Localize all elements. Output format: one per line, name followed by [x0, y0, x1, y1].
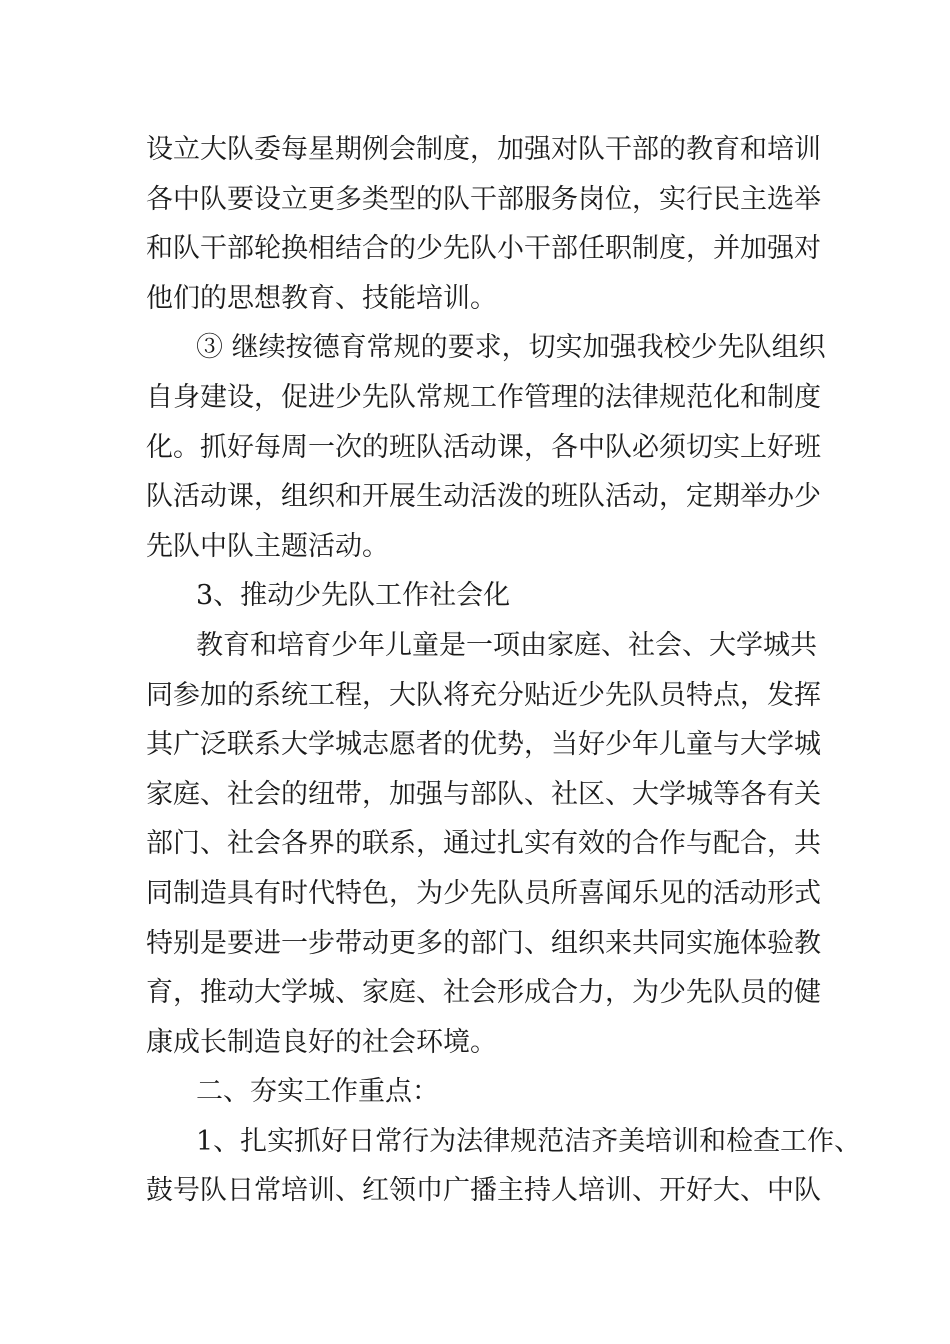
text-line: 育，推动大学城、家庭、社会形成合力，为少先队员的健	[146, 977, 821, 1009]
text-line: 部门、社会各界的联系，通过扎实有效的合作与配合，共	[146, 828, 821, 860]
text-line: ③ 继续按德育常规的要求，切实加强我校少先队组织	[196, 332, 826, 364]
text-line: 家庭、社会的纽带，加强与部队、社区、大学城等各有关	[146, 778, 821, 810]
text-line: 他们的思想教育、技能培训。	[146, 282, 497, 314]
text-line: 先队中队主题活动。	[146, 530, 389, 562]
section-heading: 二、夯实工作重点：	[196, 1076, 439, 1108]
text-line: 1、扎实抓好日常行为法律规范洁齐美培训和检查工作、	[196, 1125, 862, 1157]
text-line: 康成长制造良好的社会环境。	[146, 1026, 497, 1058]
text-line: 教育和培育少年儿童是一项由家庭、社会、大学城共	[196, 629, 817, 661]
document-body	[146, 125, 862, 1216]
text-line: 其广泛联系大学城志愿者的优势，当好少年儿童与大学城	[146, 729, 821, 761]
text-line: 同参加的系统工程，大队将充分贴近少先队员特点，发挥	[146, 679, 821, 711]
text-line: 设立大队委每星期例会制度，加强对队干部的教育和培训	[146, 134, 821, 165]
text-line: 队活动课，组织和开展生动活泼的班队活动，定期举办少	[146, 481, 821, 513]
text-line: 各中队要设立更多类型的队干部服务岗位，实行民主选举	[146, 183, 821, 215]
text-line: 特别是要进一步带动更多的部门、组织来共同实施体验教	[146, 927, 821, 959]
text-line: 化。抓好每周一次的班队活动课，各中队必须切实上好班	[146, 431, 821, 463]
text-line: 和队干部轮换相结合的少先队小干部任职制度，并加强对	[146, 233, 821, 265]
text-line: 鼓号队日常培训、红领巾广播主持人培训、开好大、中队	[146, 1175, 821, 1207]
section-heading: 3、推动少先队工作社会化	[196, 580, 511, 612]
text-line: 自身建设，促进少先队常规工作管理的法律规范化和制度	[146, 381, 821, 413]
text-line: 同制造具有时代特色，为少先队员所喜闻乐见的活动形式	[146, 877, 821, 909]
